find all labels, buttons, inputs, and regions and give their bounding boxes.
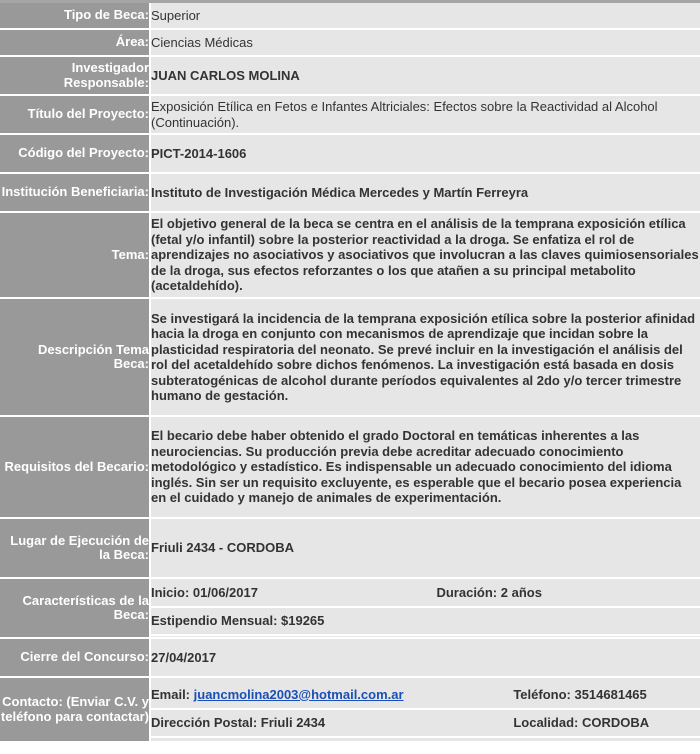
value-investigador: JUAN CARLOS MOLINA bbox=[151, 57, 700, 96]
value-tema: El objetivo general de la beca se centra en el análisis de la temprana exposición etílica (fetal y/o infantil) sobre la posterior reactividad a la droga. Se enfatiza el rol de aprendizajes no asociativos y asociativos que involucran a las claves quimiosensoriales de la droga, sus efectos reforzantes o los que atañen a su principal metabolito (acetaldehído). bbox=[151, 213, 700, 299]
label-descripcion: Descripción Tema Beca: bbox=[0, 299, 151, 417]
row-tema bbox=[0, 213, 700, 299]
row-caracteristicas bbox=[0, 579, 700, 639]
label-lugar: Lugar de Ejecución de la Beca: bbox=[0, 519, 151, 579]
label-titulo: Título del Proyecto: bbox=[0, 96, 151, 135]
value-descripcion: Se investigará la incidencia de la temprana exposición etílica sobre la posterior afinidad hacia la droga en conjunto con mecanismos de aprendizaje que incidan sobre la plasticidad respiratoria del neonato. Se prevé incluir en la investigación el análisis del rol del acetaldehído sobre dichos fenómenos. La investigación está basada en dosis subteratogénicas de alcohol durante períodos equivalentes al 2do y/o tercer trimestre humano de gestación. bbox=[151, 299, 700, 417]
email-label: Email: bbox=[151, 686, 191, 702]
row-titulo bbox=[0, 96, 700, 135]
value-titulo: Exposición Etílica en Fetos e Infantes Altriciales: Efectos sobre la Reactividad al Alcohol (Continuación). bbox=[151, 96, 700, 135]
row-area bbox=[0, 30, 700, 57]
row-tipo bbox=[0, 3, 700, 30]
row-descripcion bbox=[0, 299, 700, 417]
email-link[interactable]: juancmolina2003@hotmail.com.ar bbox=[193, 686, 404, 702]
estipendio: Estipendio Mensual: $19265 bbox=[151, 607, 700, 635]
value-requisitos: El becario debe haber obtenido el grado Doctoral en temáticas inherentes a las neurociencias. Su producción previa debe acreditar adecuado conocimiento metodológico y estadístico. Es indispensable un adecuado conocimiento del idioma inglés. Sin ser un requisito excluyente, es esperable que el becario posea experiencia en el cuidado y manejo de animales de experimentación. bbox=[151, 417, 700, 519]
value-institucion: Instituto de Investigación Médica Mercedes y Martín Ferreyra bbox=[151, 174, 700, 213]
label-codigo: Código del Proyecto: bbox=[0, 135, 151, 174]
row-codigo bbox=[0, 135, 700, 174]
row-contacto bbox=[0, 678, 700, 743]
direccion-postal: Dirección Postal: Friuli 2434 bbox=[151, 709, 513, 737]
label-investigador: Investigador Responsable: bbox=[0, 57, 151, 96]
row-institucion bbox=[0, 174, 700, 213]
value-tipo: Superior bbox=[151, 3, 700, 30]
row-cierre bbox=[0, 639, 700, 678]
value-lugar: Friuli 2434 - CORDOBA bbox=[151, 519, 700, 579]
row-requisitos bbox=[0, 417, 700, 519]
label-contacto: Contacto: (Enviar C.V. y teléfono para contactar) bbox=[0, 678, 151, 743]
row-investigador bbox=[0, 57, 700, 96]
beca-details-table bbox=[0, 3, 700, 743]
label-requisitos: Requisitos del Becario: bbox=[0, 417, 151, 519]
value-cierre: 27/04/2017 bbox=[151, 639, 700, 678]
telefono: Teléfono: 3514681465 bbox=[513, 682, 700, 709]
label-caracteristicas: Características de la Beca: bbox=[0, 579, 151, 639]
inicio: Inicio: 01/06/2017 bbox=[151, 580, 436, 607]
row-lugar bbox=[0, 519, 700, 579]
label-tipo: Tipo de Beca: bbox=[0, 3, 151, 30]
value-area: Ciencias Médicas bbox=[151, 30, 700, 57]
localidad: Localidad: CORDOBA bbox=[513, 709, 700, 737]
label-cierre: Cierre del Concurso: bbox=[0, 639, 151, 678]
label-tema: Tema: bbox=[0, 213, 151, 299]
label-institucion: Institución Beneficiaria: bbox=[0, 174, 151, 213]
label-area: Área: bbox=[0, 30, 151, 57]
value-codigo: PICT-2014-1606 bbox=[151, 135, 700, 174]
duracion: Duración: 2 años bbox=[436, 580, 700, 607]
